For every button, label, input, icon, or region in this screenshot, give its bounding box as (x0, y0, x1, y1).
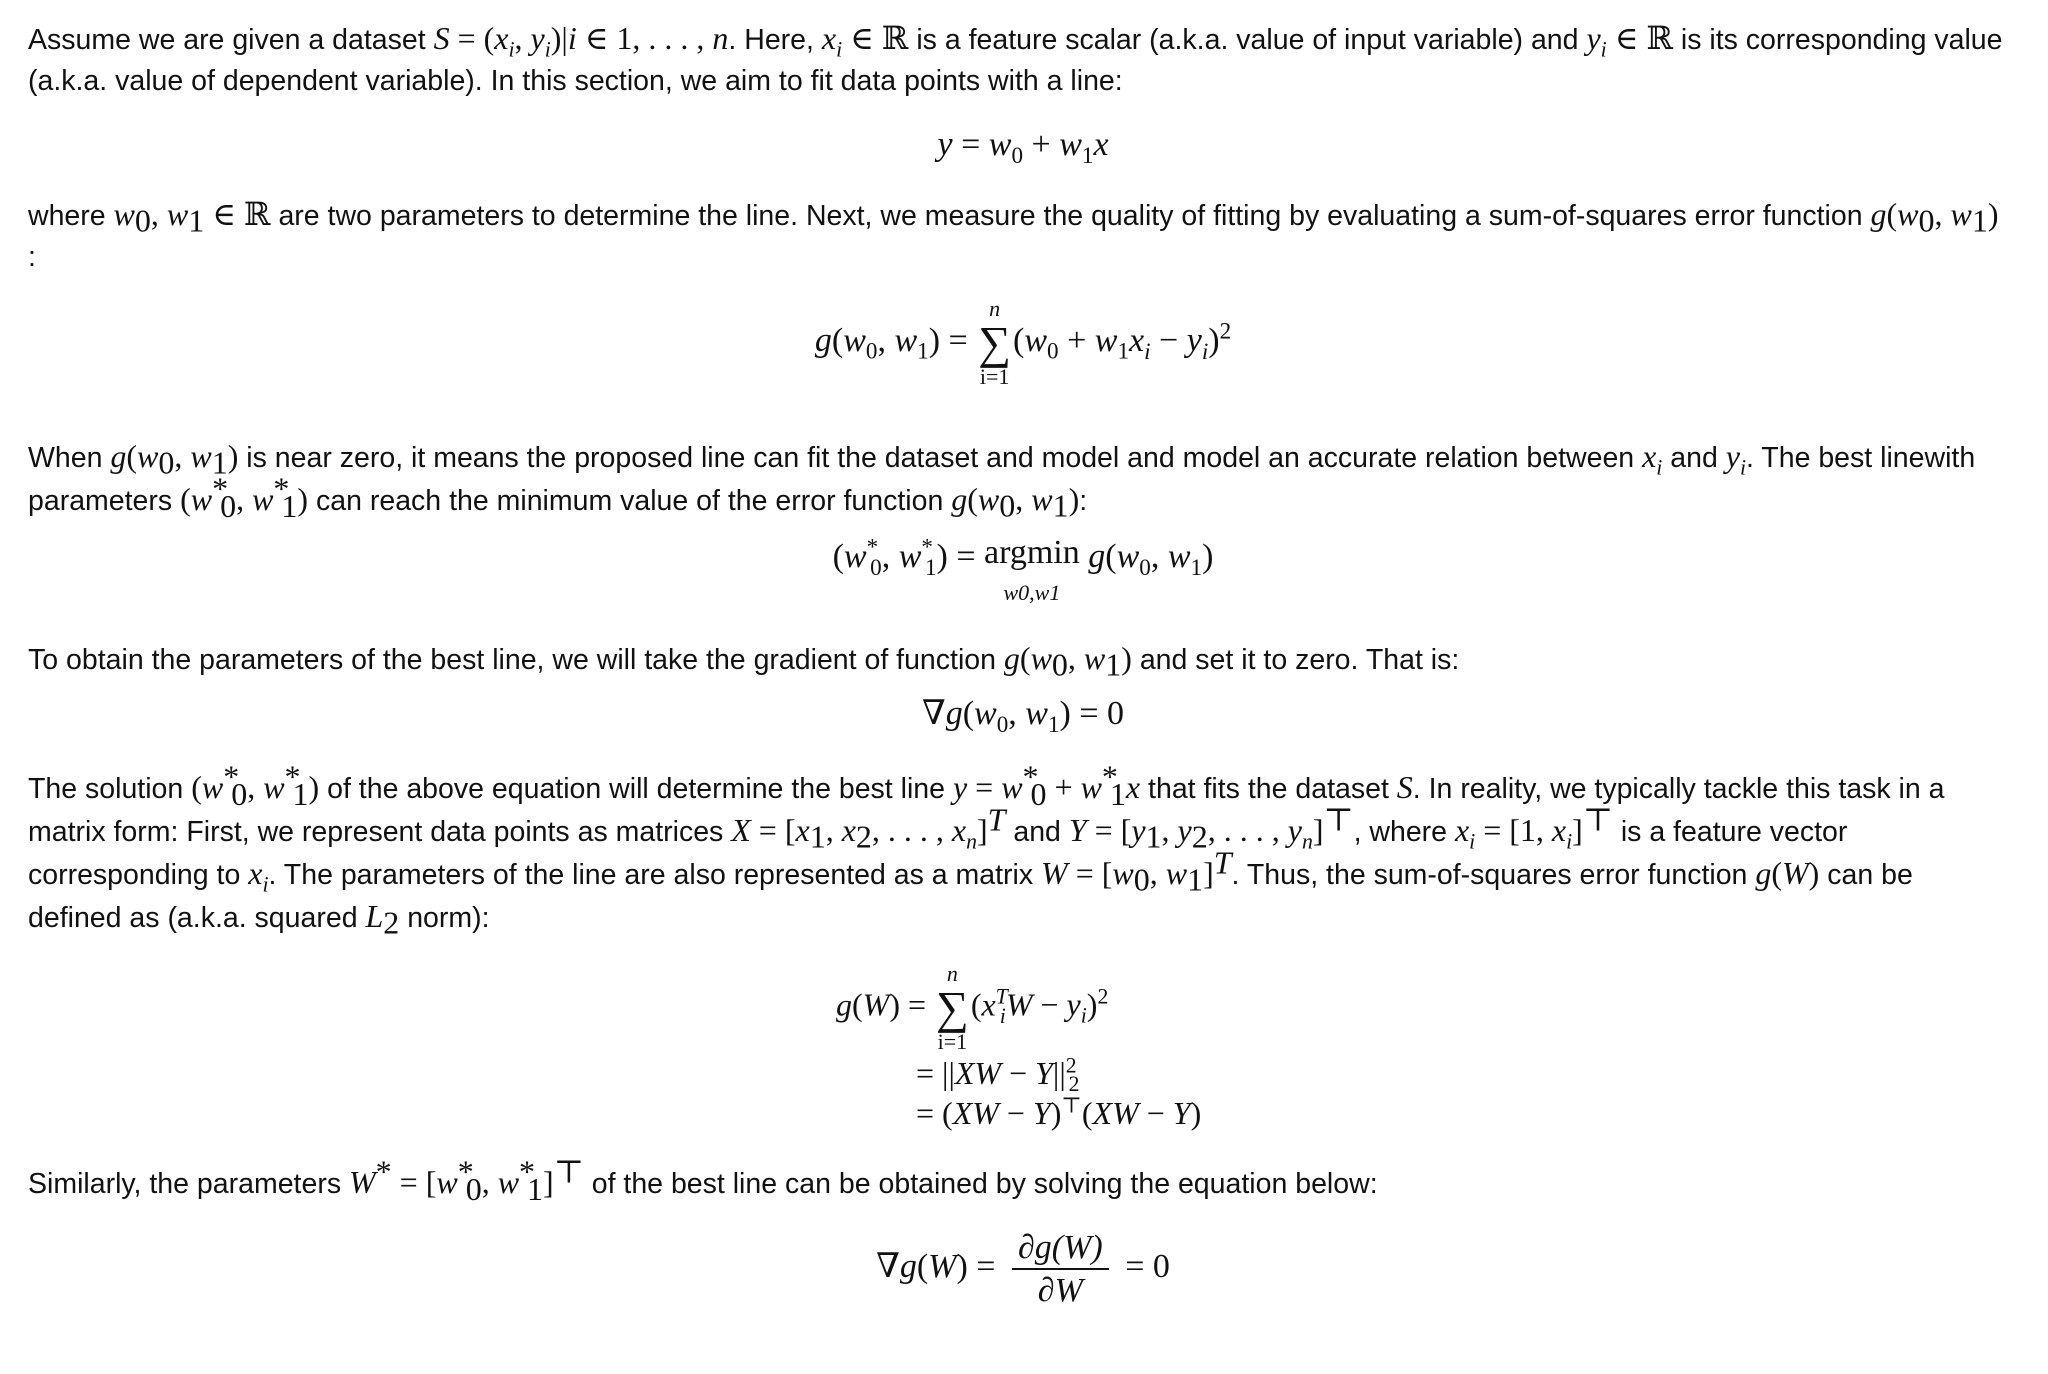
paragraph-near-zero: When $g(w_0$, $w_1$) is near zero, it means the proposed line can fit the dataset and model and model an accurate relation between $x_i$ and $y_i$. The best linewith parameters ($w^*_0$, $w^*_1$) can reach the minimum value of the error function $g(w_0$, $w_1$): (28, 438, 1976, 524)
equation-matrix-line-3: = (XW − Y)⊤(XW − Y) (916, 1093, 1202, 1131)
paragraph-similarly: Similarly, the parameters $W^* = [w^*_0$, $w^*_1]^⊤$ of the best line can be obtained by solving the equation below: (28, 1153, 1378, 1207)
argmin-operator: argmin w0,w1 (984, 534, 1080, 605)
paragraph-dataset: Assume we are given a dataset $S = (x_i$, $y_i)|i$ ∈ 1, . . . , n. Here, $x_i$ ∈ ℝ is a feature scalar (a.k.a. value of input variable) and $y_i$ ∈ ℝ is its corresponding value (a.k.a. value of dependent variable). In this section, we aim to fit data points with a line: (28, 20, 2003, 97)
summation-symbol-matrix: n ∑ i=1 (936, 961, 969, 1054)
equation-gradient-zero: $\nabla g(w_0$, $w_1) = 0$ (921, 695, 1125, 738)
document-body (28, 18, 2018, 1319)
paragraph-parameters: where $w_0$, $w_1$ ∈ ℝ are two parameters to determine the line. Next, we measure the quality of fitting by evaluating a sum-of-squares error function $g(w_0$, $w_1$) : (28, 196, 1999, 273)
equation-matrix-line-1: g(W) = n ∑ i=1 $(x^T_iW - y_i)^2$ (836, 961, 1109, 1054)
paragraph-matrix-form: The solution ($w^*_0$, $w^*_1$) of the above equation will determine the best line $y = w^*_0 + w^*_1x$ that fits the dataset S. In reality, we typically tackle this task in a matrix form: First, we represent data points as matrices $X = [x_1$, $x_2$, . . . , $x_n]^T$ and $Y = [y_1$, $y_2$, . . . , $y_n]^⊤$, where $x_i = [1$, $x_i]^⊤$ is a feature vector corresponding to $x_i$. The parameters of the line are also represented as a matrix $W = [w_0$, $w_1]^T$. Thus, the sum-of-squares error function g(W) can be defined as (a.k.a. squared $L_2$ norm): (28, 758, 1945, 941)
paragraph-gradient: To obtain the parameters of the best line, we will take the gradient of function $g(w_0$, $w_1$) and set it to zero. That is: (28, 640, 1460, 683)
equation-line: $y = w_0 + w_1x$ (937, 126, 1109, 169)
equation-sum-of-squares: $g(w_0$, $w_1$) = n ∑ i=1 $(w_0 + w_1x_i - y_i)^2$ (814, 296, 1232, 389)
summation-symbol: n ∑ i=1 (978, 296, 1011, 389)
equation-partial-derivative: ∇g(W) = $\frac{\partial g(W)}{\partial W}$ = 0 (876, 1229, 1170, 1310)
fraction-partial: $\frac{\partial g(W)}{\partial W}$ (1012, 1229, 1109, 1310)
equation-argmin: ($w^*_0$, $w^*_1) = argmin$ w0,w1 $g(w_0$, $w_1$) (832, 534, 1214, 605)
equation-matrix-error (28, 963, 2018, 1168)
equation-matrix-line-2: = $||XW - Y||^2_2$ (916, 1053, 1080, 1097)
